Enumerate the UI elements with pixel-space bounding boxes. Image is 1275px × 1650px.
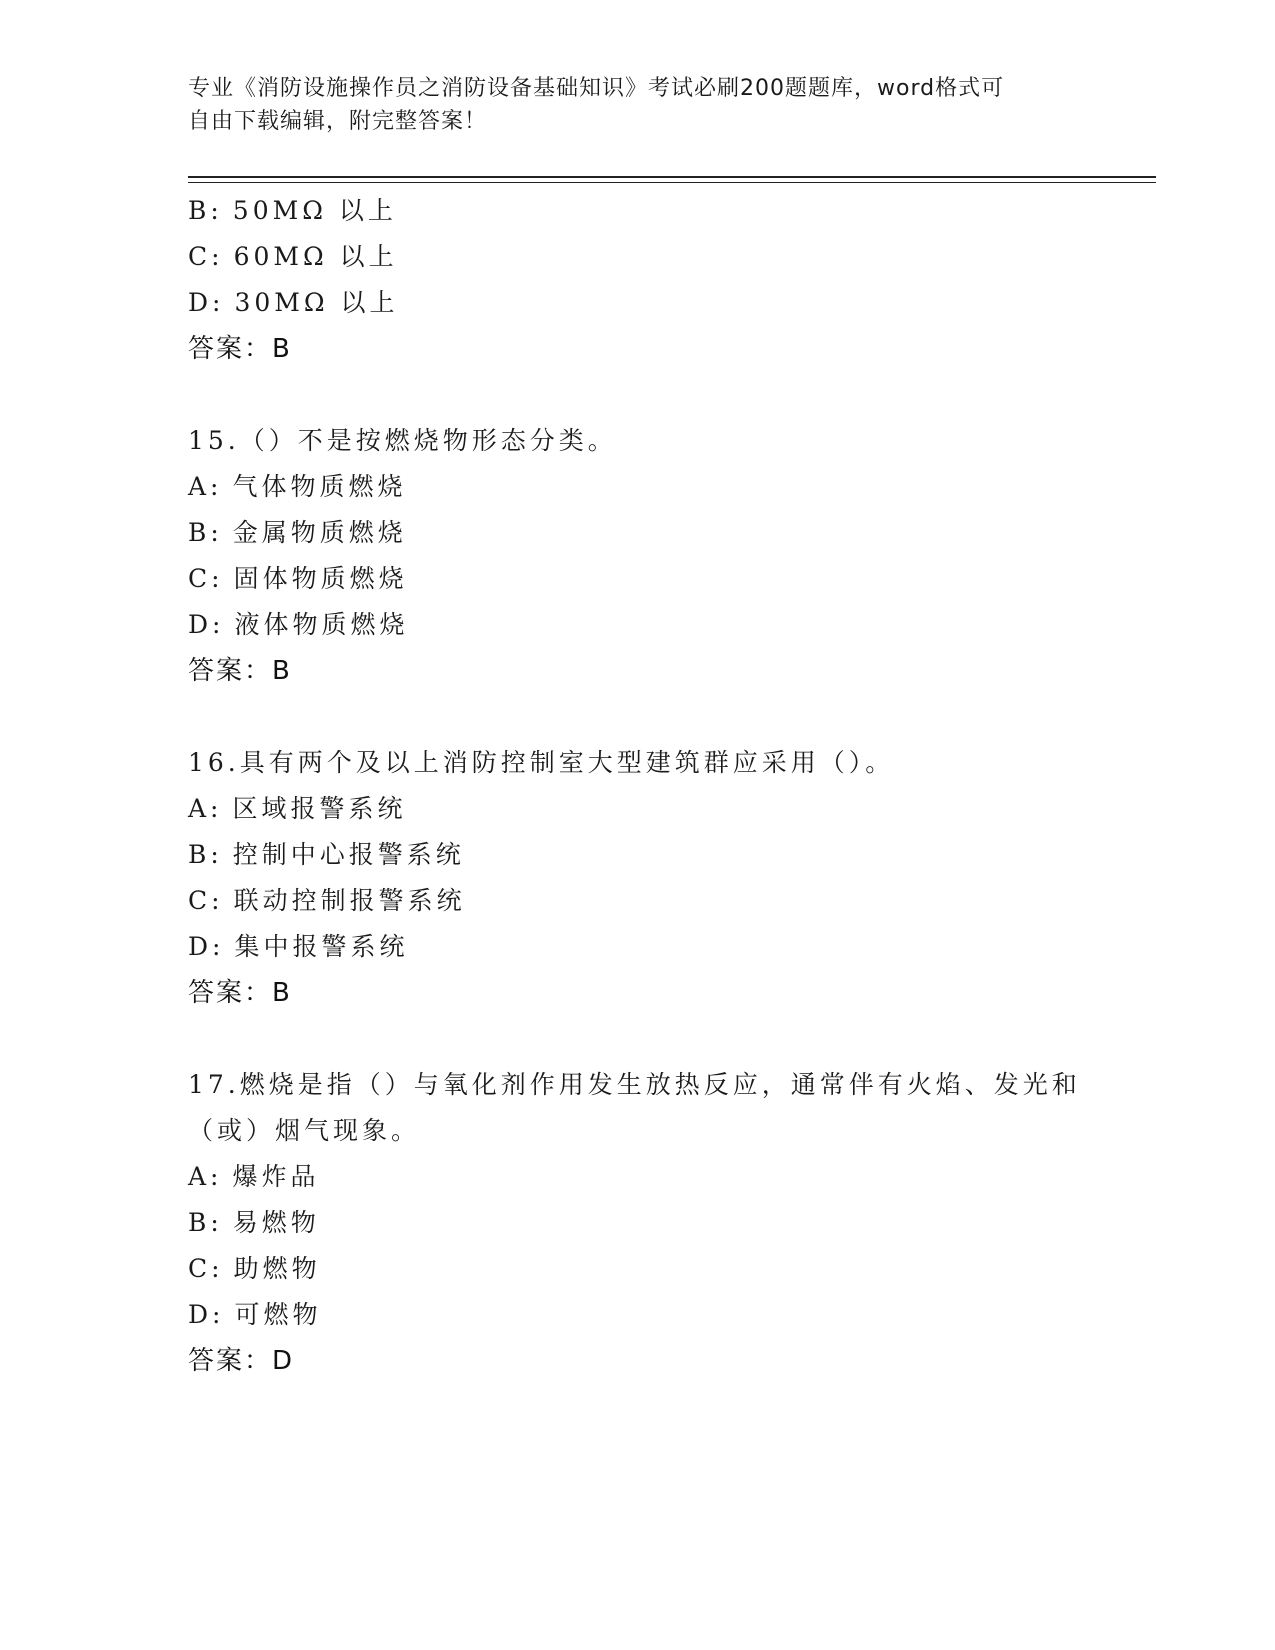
- answer-line: 答案：B: [188, 656, 292, 686]
- option-text: 集中报警系统: [234, 932, 409, 961]
- option-text: 区域报警系统: [232, 794, 407, 823]
- option-row: [188, 188, 1148, 234]
- option-row: [188, 510, 1148, 556]
- option-row: [188, 602, 1148, 648]
- option-letter: D:: [188, 932, 225, 961]
- option-letter: A:: [188, 794, 223, 823]
- question-stem: 17.燃烧是指（）与氧化剂作用发生放热反应，通常伴有火焰、发光和（或）烟气现象。: [188, 1070, 1081, 1145]
- option-row: [188, 464, 1148, 510]
- option-letter: D:: [188, 610, 225, 639]
- option-text: 30MΩ 以上: [234, 288, 399, 317]
- header-divider-thin: [188, 182, 1156, 183]
- option-row: [188, 1154, 1148, 1200]
- option-text: 50MΩ 以上: [232, 196, 397, 225]
- option-row: [188, 234, 1148, 280]
- option-letter: C:: [188, 1254, 224, 1283]
- option-text: 液体物质燃烧: [234, 610, 409, 639]
- option-letter: C:: [188, 564, 224, 593]
- option-row: [188, 1200, 1148, 1246]
- option-letter: B:: [188, 518, 223, 547]
- option-text: 可燃物: [234, 1300, 322, 1329]
- answer-line: 答案：D: [188, 1346, 295, 1376]
- question-fragment: [188, 188, 1148, 372]
- option-text: 金属物质燃烧: [232, 518, 407, 547]
- header-divider-thick: [188, 176, 1156, 178]
- header-line-2: 自由下载编辑，附完整答案！: [188, 109, 488, 134]
- question-list: [188, 188, 1148, 1384]
- option-letter: D:: [188, 288, 225, 317]
- header-line-1: 专业《消防设施操作员之消防设备基础知识》考试必刷200题题库，word格式可: [188, 76, 1005, 101]
- option-row: [188, 786, 1148, 832]
- question-15: [188, 418, 1148, 694]
- option-letter: C:: [188, 886, 224, 915]
- option-row: [188, 1292, 1148, 1338]
- option-row: [188, 924, 1148, 970]
- option-letter: B:: [188, 840, 223, 869]
- option-row: [188, 556, 1148, 602]
- option-letter: D:: [188, 1300, 225, 1329]
- option-letter: A:: [188, 472, 223, 501]
- option-text: 固体物质燃烧: [233, 564, 408, 593]
- answer-line: 答案：B: [188, 978, 292, 1008]
- question-17: [188, 1062, 1148, 1384]
- option-letter: C:: [188, 242, 224, 271]
- option-row: [188, 280, 1148, 326]
- option-letter: B:: [188, 196, 223, 225]
- option-text: 易燃物: [232, 1208, 320, 1237]
- option-text: 助燃物: [233, 1254, 321, 1283]
- option-text: 60MΩ 以上: [233, 242, 398, 271]
- document-header: [188, 72, 1088, 138]
- option-letter: B:: [188, 1208, 223, 1237]
- option-letter: A:: [188, 1162, 223, 1191]
- question-stem: 15.（）不是按燃烧物形态分类。: [188, 426, 617, 455]
- option-text: 爆炸品: [232, 1162, 320, 1191]
- answer-line: 答案：B: [188, 334, 292, 364]
- option-row: [188, 832, 1148, 878]
- option-text: 气体物质燃烧: [232, 472, 407, 501]
- question-16: [188, 740, 1148, 1016]
- question-stem: 16.具有两个及以上消防控制室大型建筑群应采用（）。: [188, 748, 895, 777]
- option-row: [188, 878, 1148, 924]
- option-text: 控制中心报警系统: [232, 840, 465, 869]
- option-row: [188, 1246, 1148, 1292]
- option-text: 联动控制报警系统: [233, 886, 466, 915]
